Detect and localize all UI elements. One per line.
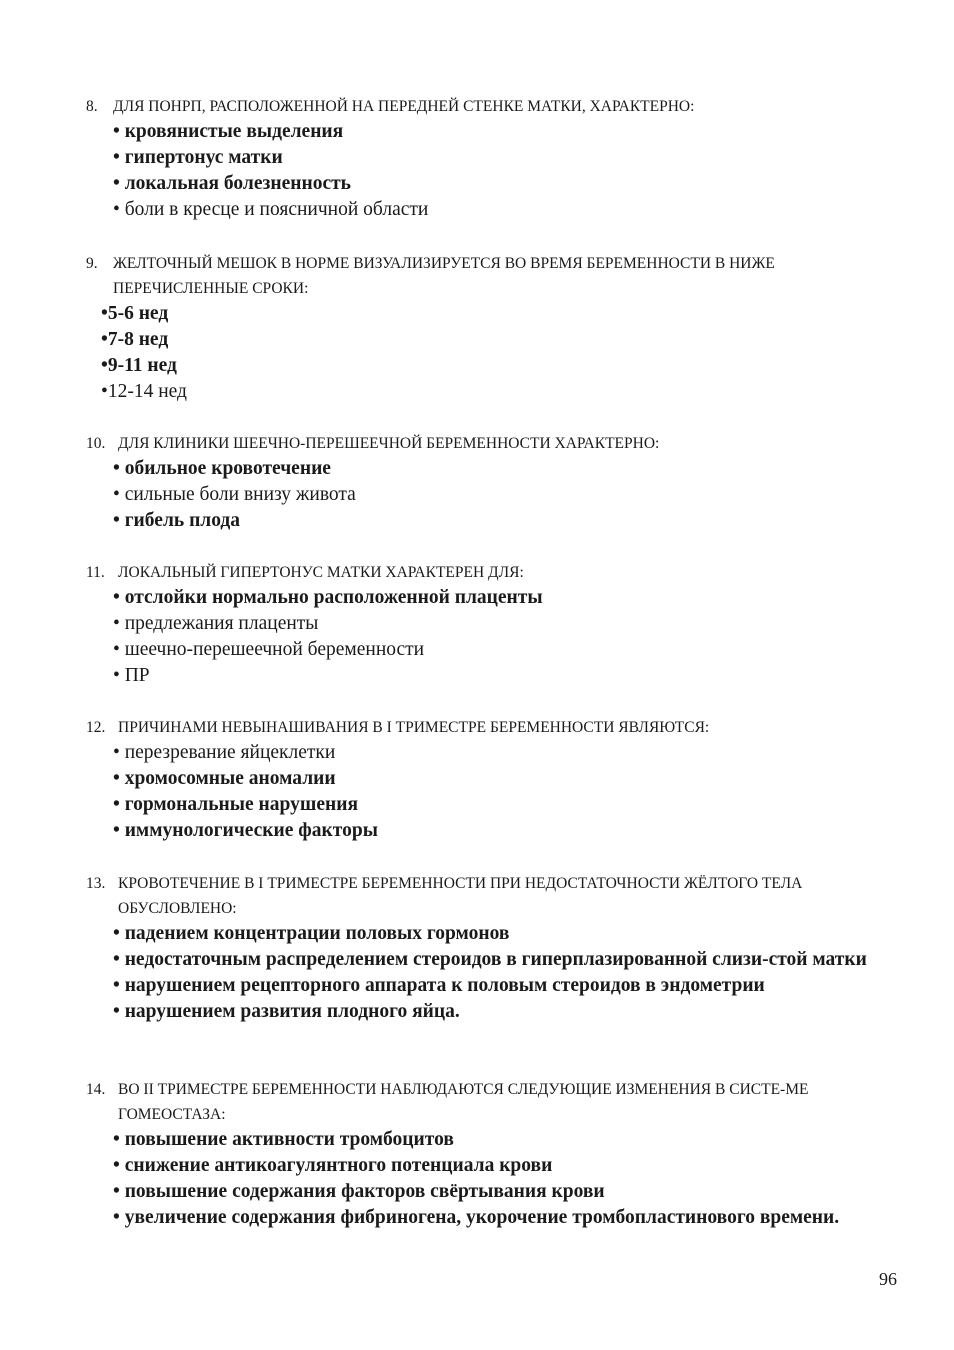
question-14 bbox=[86, 1077, 906, 1231]
answer-option: • хромосомные аномалии bbox=[113, 768, 336, 789]
answer-option: •7-8 нед bbox=[101, 329, 169, 350]
question-number: 8. bbox=[86, 98, 98, 115]
question-header bbox=[86, 1077, 906, 1127]
question-12 bbox=[86, 715, 906, 844]
answer-option: •12-14 нед bbox=[101, 381, 187, 402]
question-header bbox=[86, 871, 906, 921]
question-text: ДЛЯ КЛИНИКИ ШЕЕЧНО-ПЕРЕШЕЕЧНОЙ БЕРЕМЕННОСТИ ХАРАКТЕРНО: bbox=[118, 435, 660, 452]
question-11 bbox=[86, 560, 906, 689]
answer-option: • шеечно-перешеечной беременности bbox=[113, 639, 425, 660]
answer-option: • увеличение содержания фибриногена, укорочение тромбопластинового времени. bbox=[113, 1207, 840, 1228]
answer-option: • гибель плода bbox=[113, 510, 241, 531]
answer-option: • отслойки нормально расположенной плаценты bbox=[113, 587, 543, 608]
answer-option: • нарушением рецепторного аппарата к половым стероидов в эндометрии bbox=[113, 975, 765, 996]
question-text: ПРИЧИНАМИ НЕВЫНАШИВАНИЯ В I ТРИМЕСТРЕ БЕРЕМЕННОСТИ ЯВЛЯЮТСЯ: bbox=[118, 719, 710, 736]
answer-option: • недостаточным распределением стероидов в гиперплазированной слизи-стой матки bbox=[113, 949, 867, 970]
answer-option: •5-6 нед bbox=[101, 303, 169, 324]
question-text: ЖЕЛТОЧНЫЙ МЕШОК В НОРМЕ ВИЗУАЛИЗИРУЕТСЯ ВО ВРЕМЯ БЕРЕМЕННОСТИ В НИЖЕ ПЕРЕЧИСЛЕННЫЕ СРОКИ: bbox=[113, 255, 775, 297]
answer-option: • ПР bbox=[113, 665, 150, 686]
answer-option: • нарушением развития плодного яйца. bbox=[113, 1001, 460, 1022]
question-13 bbox=[86, 871, 906, 1025]
answer-option: • предлежания плаценты bbox=[113, 613, 319, 634]
question-text: ВО II ТРИМЕСТРЕ БЕРЕМЕННОСТИ НАБЛЮДАЮТСЯ СЛЕДУЮЩИЕ ИЗМЕНЕНИЯ В СИСТЕ-МЕ ГОМЕОСТАЗА: bbox=[118, 1081, 809, 1123]
answer-option: • гормональные нарушения bbox=[113, 794, 359, 815]
answer-option: • падением концентрации половых гормонов bbox=[113, 923, 510, 944]
question-header bbox=[86, 431, 906, 456]
answer-option: • гипертонус матки bbox=[113, 147, 283, 168]
question-10 bbox=[86, 431, 906, 534]
page-number: 96 bbox=[879, 1269, 897, 1289]
question-header bbox=[86, 251, 906, 301]
answer-option: • иммунологические факторы bbox=[113, 820, 378, 841]
answer-option: • повышение активности тромбоцитов bbox=[113, 1129, 454, 1150]
question-header bbox=[86, 94, 906, 119]
answer-option: • боли в кресце и поясничной области bbox=[113, 199, 429, 220]
question-number: 10. bbox=[86, 435, 106, 452]
answer-option: • локальная болезненность bbox=[113, 173, 351, 194]
answer-option: • снижение антикоагулянтного потенциала крови bbox=[113, 1155, 553, 1176]
answer-option: • кровянистые выделения bbox=[113, 121, 344, 142]
question-text: ЛОКАЛЬНЫЙ ГИПЕРТОНУС МАТКИ ХАРАКТЕРЕН ДЛЯ: bbox=[118, 564, 524, 581]
question-text: КРОВОТЕЧЕНИЕ В I ТРИМЕСТРЕ БЕРЕМЕННОСТИ ПРИ НЕДОСТАТОЧНОСТИ ЖЁЛТОГО ТЕЛА ОБУСЛОВЛЕНО: bbox=[118, 875, 803, 917]
answer-option: •9-11 нед bbox=[101, 355, 177, 376]
question-8 bbox=[86, 94, 906, 223]
question-number: 9. bbox=[86, 255, 98, 272]
answer-option: • сильные боли внизу живота bbox=[113, 484, 356, 505]
answer-option: • обильное кровотечение bbox=[113, 458, 331, 479]
question-9 bbox=[86, 251, 906, 405]
question-header bbox=[86, 560, 906, 585]
question-header bbox=[86, 715, 906, 740]
question-number: 11. bbox=[86, 564, 105, 581]
answer-option: • повышение содержания факторов свёртывания крови bbox=[113, 1181, 605, 1202]
question-number: 14. bbox=[86, 1081, 106, 1098]
answer-option: • перезревание яйцеклетки bbox=[113, 742, 336, 763]
question-number: 13. bbox=[86, 875, 106, 892]
question-number: 12. bbox=[86, 719, 106, 736]
question-text: ДЛЯ ПОНРП, РАСПОЛОЖЕННОЙ НА ПЕРЕДНЕЙ СТЕНКЕ МАТКИ, ХАРАКТЕРНО: bbox=[113, 98, 695, 115]
